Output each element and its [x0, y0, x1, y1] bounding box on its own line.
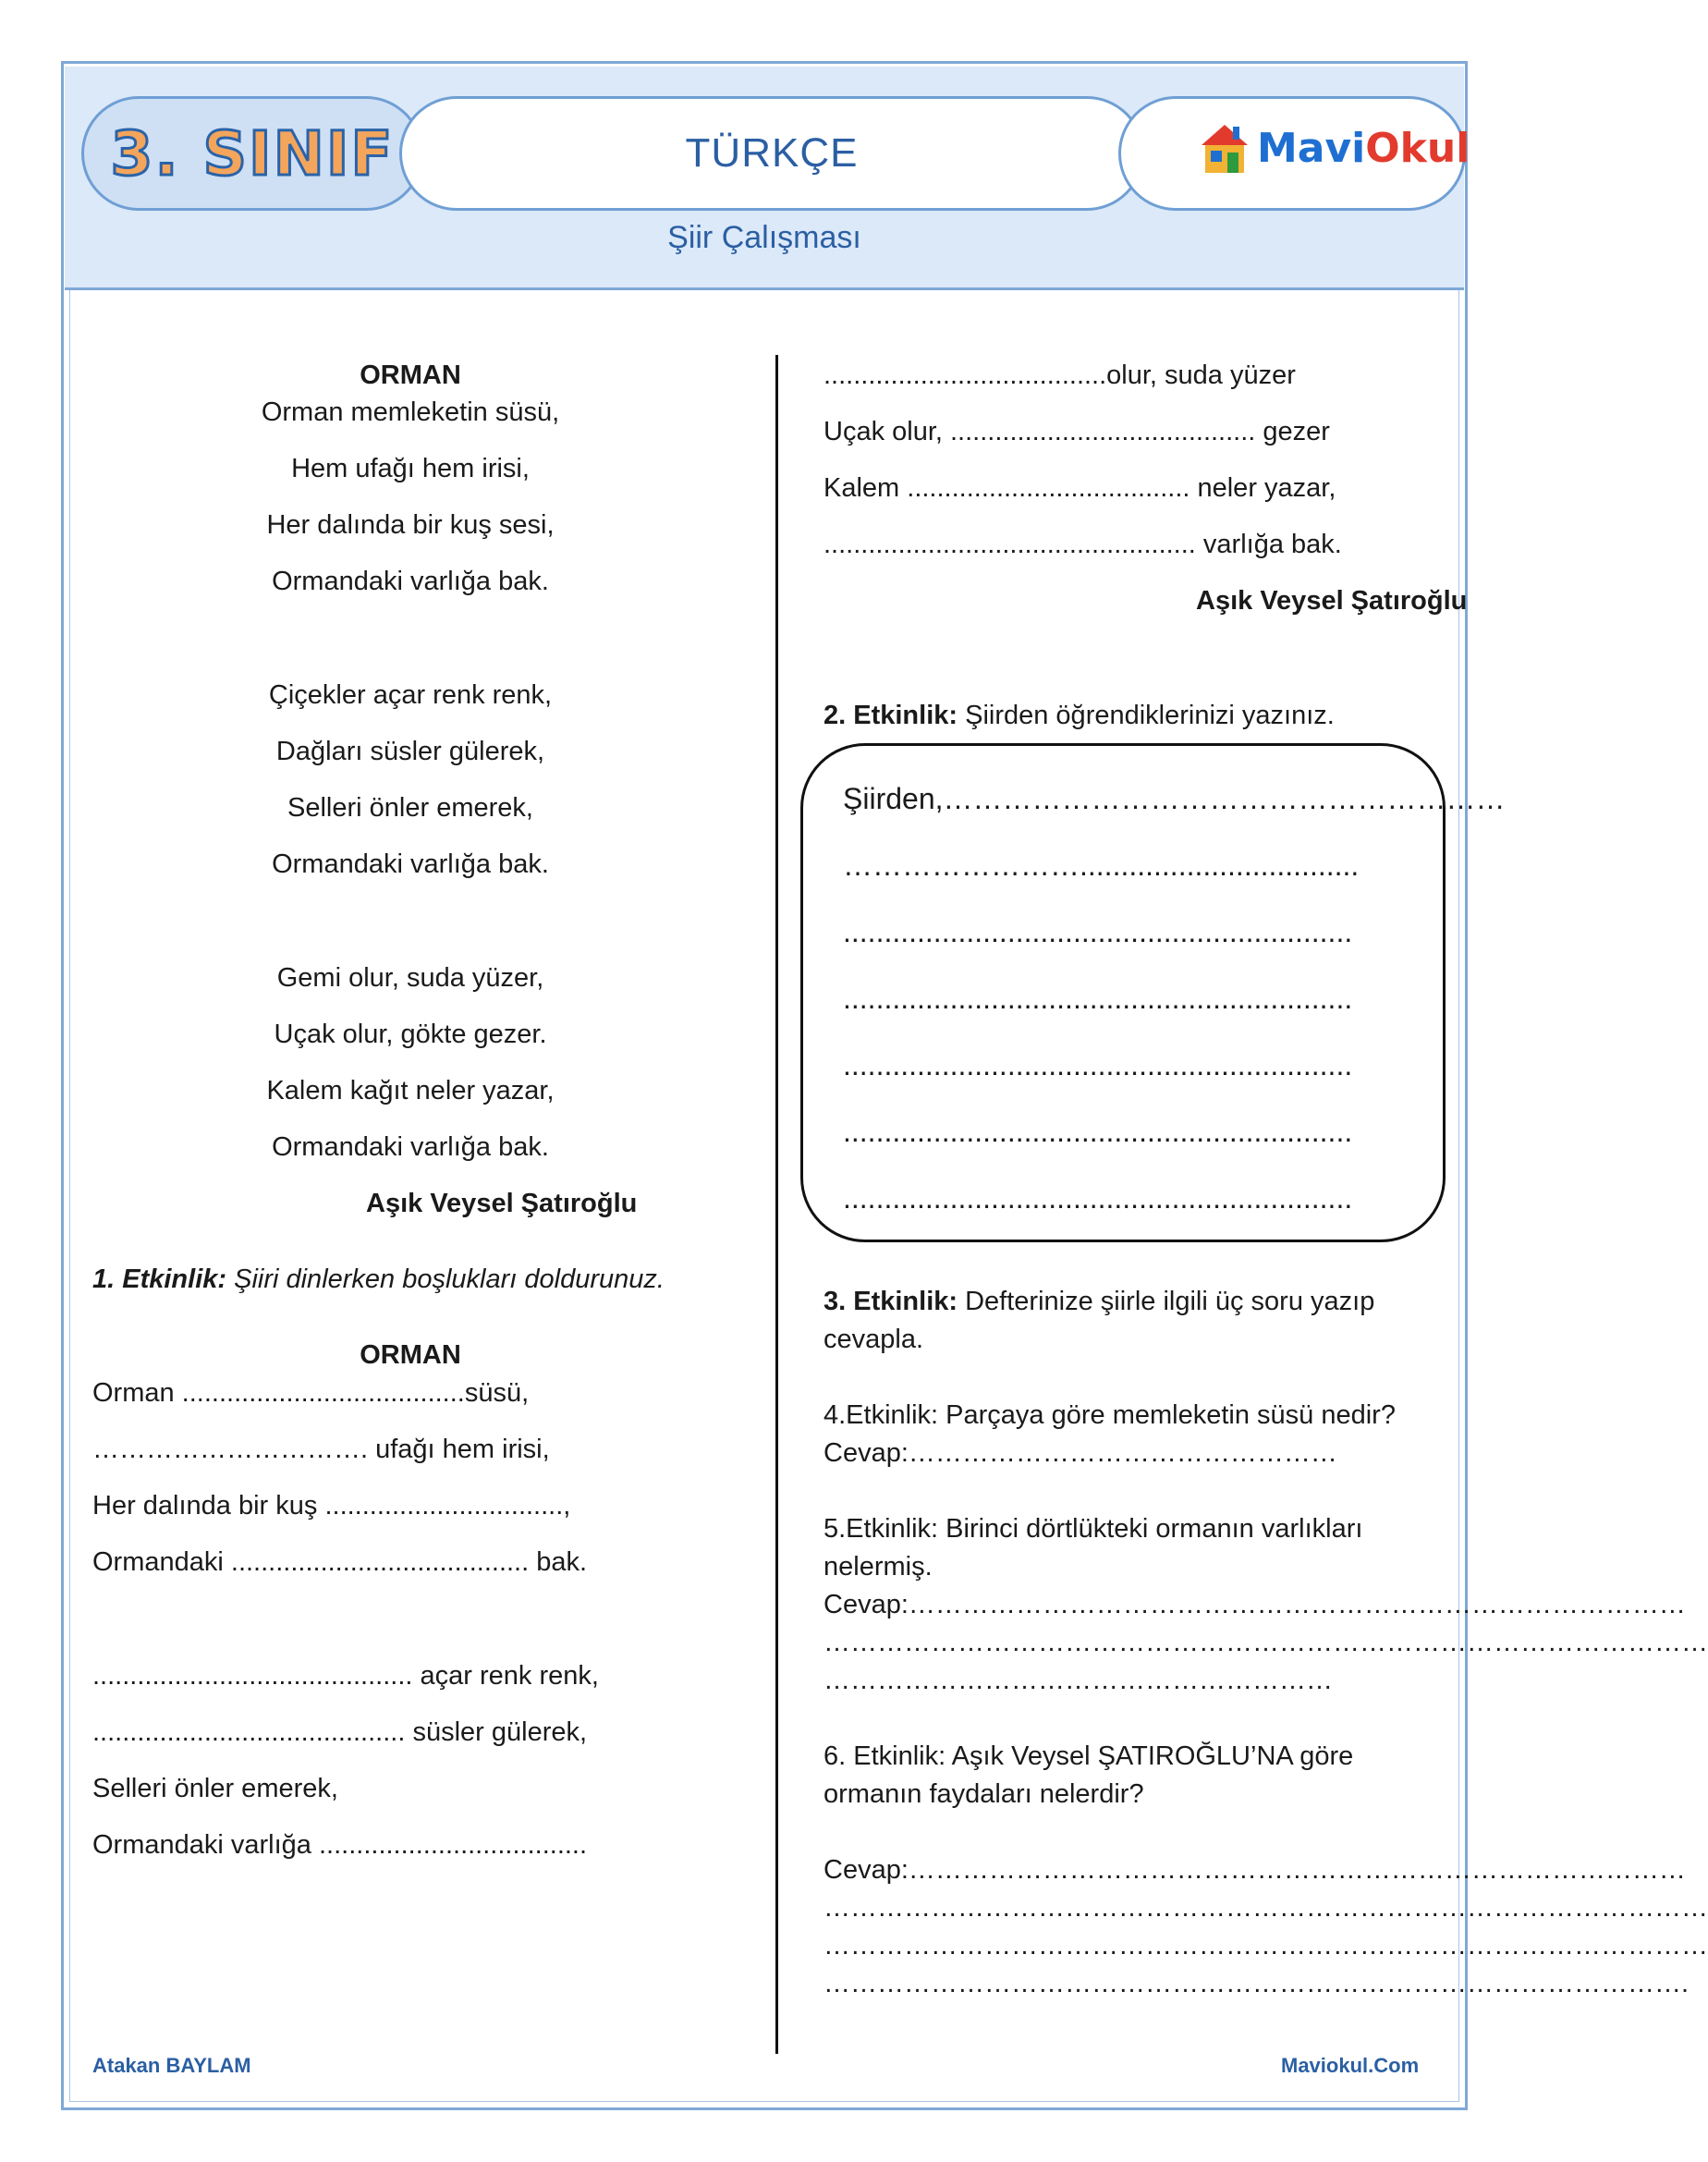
- fill-in-line: Orman ......................................süsü,: [92, 1378, 530, 1408]
- answer-line: ……………………..................................: [843, 849, 1360, 882]
- answer-line: ..............................................................: [843, 1048, 1353, 1081]
- activity-6-question-cont: ormanın faydaları nelerdir?: [824, 1779, 1144, 1809]
- fill-in-author: Aşık Veysel Şatıroğlu: [1196, 586, 1468, 616]
- fill-in-line: Kalem ...................................... neler yazar,: [824, 473, 1336, 503]
- activity-6-answer: ………………………………………………………………………………………: [824, 1893, 1708, 1923]
- answer-line: ..............................................................: [843, 982, 1353, 1015]
- activity-5-question-cont: nelermiş.: [824, 1552, 933, 1582]
- activity-6-question: 6. Etkinlik: Aşık Veysel ŞATIROĞLU’NA göre: [824, 1741, 1354, 1771]
- poem-line: Ormandaki varlığa bak.: [272, 1132, 549, 1162]
- poem-line: Ormandaki varlığa bak.: [272, 849, 549, 879]
- answer-line: ..............................................................: [843, 1181, 1353, 1215]
- activity-1-instruction: 1. Etkinlik: Şiiri dinlerken boşlukları doldurunuz.: [92, 1264, 665, 1294]
- activity-5-answer: …………………………………………………: [824, 1666, 1333, 1695]
- poem-line: Orman memleketin süsü,: [261, 397, 560, 427]
- poem-line: Çiçekler açar renk renk,: [268, 680, 553, 710]
- fill-in-line: Uçak olur, ......................................... gezer: [824, 417, 1330, 446]
- fill-in-line: …………………………. ufağı hem irisi,: [92, 1435, 550, 1464]
- poem-line: Selleri önler emerek,: [287, 793, 533, 823]
- activity-6-answer: …………………………………………………………………………………….: [824, 1969, 1690, 1998]
- fill-in-line: ......................................olur, suda yüzer: [824, 360, 1296, 390]
- house-icon: [1198, 119, 1251, 177]
- poem-line: Gemi olur, suda yüzer,: [276, 963, 544, 993]
- fill-in-line: ........................................... açar renk renk,: [92, 1661, 599, 1691]
- poem-author: Aşık Veysel Şatıroğlu: [366, 1189, 638, 1218]
- answer-line: ..............................................................: [843, 915, 1353, 948]
- answer-line: ..............................................................: [843, 1115, 1353, 1148]
- fill-in-line: Selleri önler emerek,: [92, 1774, 338, 1803]
- logo-text: MaviOkul: [1257, 124, 1470, 172]
- activity-5-answer: Cevap:……………………………………………………………………………: [824, 1590, 1686, 1619]
- subject-banner: [399, 96, 1144, 211]
- fill-in-line: .......................................... süsler gülerek,: [92, 1717, 588, 1747]
- poem-line: Kalem kağıt neler yazar,: [266, 1076, 555, 1105]
- fill-in-line: Ormandaki varlığa ....................................: [92, 1830, 588, 1860]
- footer-author: Atakan BAYLAM: [92, 2054, 251, 2077]
- activity-5-question: 5.Etkinlik: Birinci dörtlükteki ormanın varlıkları: [824, 1514, 1363, 1544]
- fill-in-line: Ormandaki ........................................ bak.: [92, 1547, 588, 1577]
- poem-line: Uçak olur, gökte gezer.: [274, 1020, 547, 1049]
- column-divider: [775, 355, 778, 2054]
- grade-badge: [81, 96, 423, 211]
- activity-6-answer: Cevap:……………………………………………………………………………: [824, 1855, 1686, 1885]
- footer-site[interactable]: Maviokul.Com: [1281, 2054, 1420, 2077]
- fill-in-line: Her dalında bir kuş ................................,: [92, 1491, 571, 1521]
- fill-in-line: .................................................. varlığa bak.: [824, 530, 1342, 559]
- answer-line: Şiirden,…………………………………………………: [843, 782, 1506, 815]
- activity-4-question: 4.Etkinlik: Parçaya göre memleketin süsü nedir?: [824, 1400, 1396, 1430]
- maviokul-logo: [1198, 111, 1470, 185]
- activity-1-poem-title: ORMAN: [360, 1340, 461, 1370]
- poem-title: ORMAN: [360, 360, 461, 390]
- subject-title: TÜRKÇE: [685, 130, 859, 176]
- poem-line: Dağları süsler gülerek,: [275, 737, 545, 766]
- poem-line: Ormandaki varlığa bak.: [272, 567, 549, 596]
- activity-3-instruction: 3. Etkinlik: Defterinize şiirle ilgili üç soru yazıp: [824, 1287, 1375, 1316]
- poem-line: Her dalında bir kuş sesi,: [266, 510, 555, 540]
- grade-label: 3. SINIF: [110, 117, 395, 189]
- activity-5-answer: ………………………………………………………………………………………: [824, 1628, 1708, 1657]
- activity-3-instruction-cont: cevapla.: [824, 1325, 924, 1354]
- activity-4-answer: Cevap:…………………………………………: [824, 1438, 1337, 1468]
- poem-line: Hem ufağı hem irisi,: [291, 454, 530, 483]
- activity-6-answer: ………………………………………………………………………………………: [824, 1931, 1708, 1960]
- worksheet-subtitle: Şiir Çalışması: [667, 220, 861, 255]
- activity-2-instruction: 2. Etkinlik: Şiirden öğrendiklerinizi yazınız.: [824, 701, 1335, 730]
